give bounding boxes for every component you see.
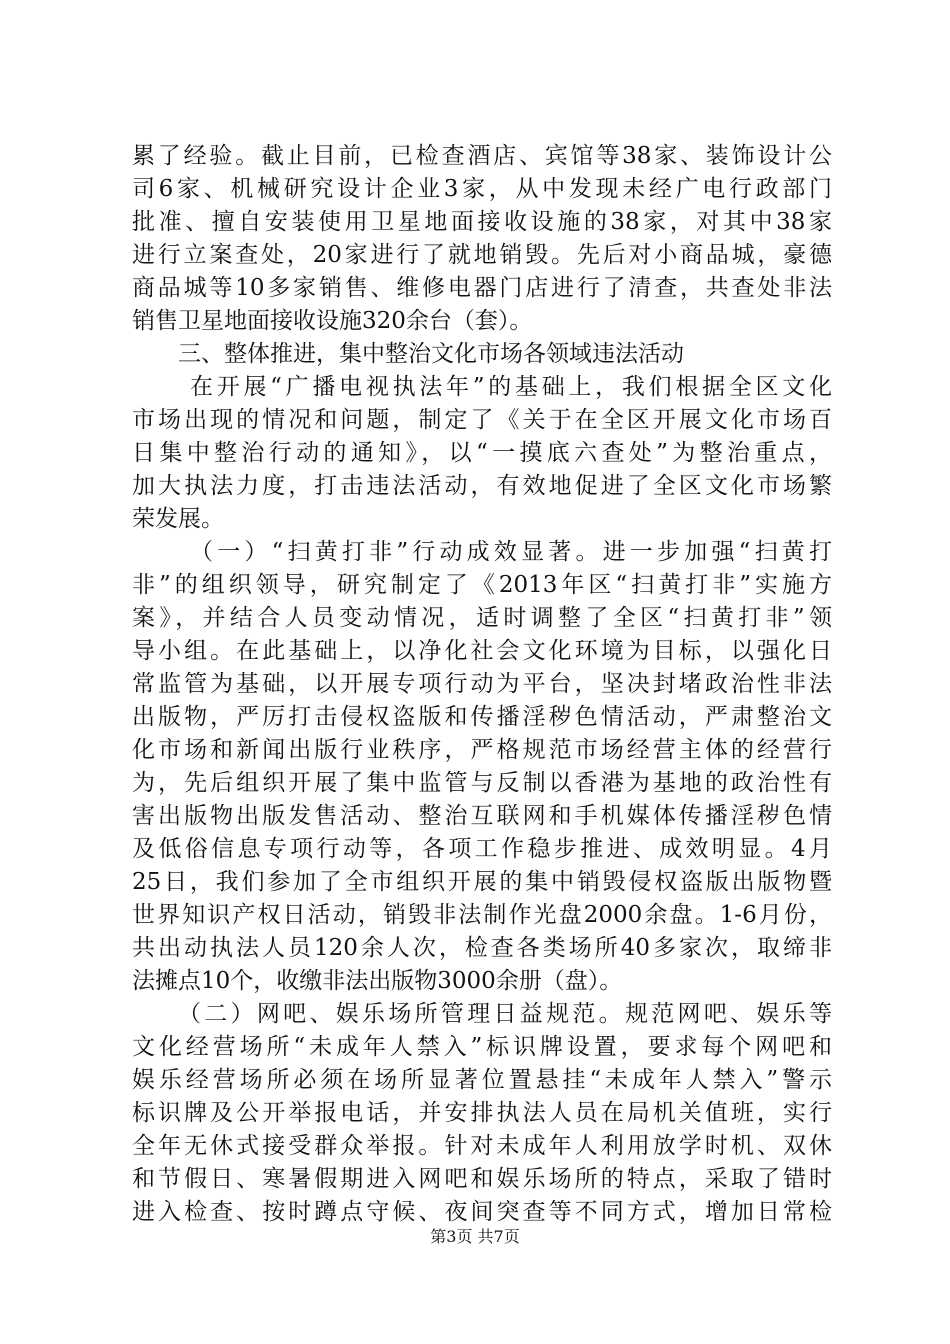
page-footer: 第3页 共7页 [430,1227,520,1246]
text-line: 化市场和新闻出版行业秩序，严格规范市场经营主体的经营行 [132,737,832,763]
text-line: 和节假日、寒暑假期进入网吧和娱乐场所的特点，采取了错时 [132,1166,832,1192]
text-line: 销售卫星地面接收设施320余台（套）。 [132,308,533,334]
text-line: 进入检查、按时蹲点守候、夜间突查等不同方式，增加日常检 [132,1199,832,1225]
text-line: 商品城等10多家销售、维修电器门店进行了清查，共查处非法 [132,275,832,301]
text-line: 为，先后组织开展了集中监管与反制以香港为基地的政治性有 [132,770,832,796]
text-line: 出版物，严厉打击侵权盗版和传播淫秽色情活动，严肃整治文 [132,704,832,730]
text-line: 加大执法力度，打击违法活动，有效地促进了全区文化市场繁 [132,473,832,499]
text-line: 荣发展。 [132,506,224,532]
text-line: 非”的组织领导，研究制定了《2013年区“扫黄打非”实施方 [132,572,832,598]
text-line: 世界知识产权日活动，销毁非法制作光盘2000余盘。1-6月份， [132,902,832,928]
body-text [132,140,832,1229]
text-line: （一）“扫黄打非”行动成效显著。进一步加强“扫黄打 [190,539,832,565]
text-line: 常监管为基础，以开展专项行动为平台，坚决封堵政治性非法 [132,671,832,697]
text-line: 共出动执法人员120余人次，检查各类场所40多家次，取缔非 [132,935,832,961]
text-line: 法摊点10个，收缴非法出版物3000余册（盘）。 [132,968,623,994]
text-line: 25日，我们参加了全市组织开展的集中销毁侵权盗版出版物暨 [132,869,832,895]
text-line: 娱乐经营场所必须在场所显著位置悬挂“未成年人禁入”警示 [132,1067,832,1093]
text-line: （二）网吧、娱乐场所管理日益规范。规范网吧、娱乐等 [178,1001,832,1027]
text-line: 标识牌及公开举报电话，并安排执法人员在局机关值班，实行 [132,1100,832,1126]
text-line: 三、整体推进，集中整治文化市场各领域违法活动 [178,341,684,367]
text-line: 司6家、机械研究设计企业3家，从中发现未经广电行政部门 [132,176,832,202]
text-line: 案》，并结合人员变动情况，适时调整了全区“扫黄打非”领 [132,605,832,631]
text-line: 批准、擅自安装使用卫星地面接收设施的38家，对其中38家 [132,209,832,235]
text-line: 害出版物出版发售活动、整治互联网和手机媒体传播淫秽色情 [132,803,832,829]
text-line: 累了经验。截止目前，已检查酒店、宾馆等38家、装饰设计公 [132,143,832,169]
text-line: 全年无休式接受群众举报。针对未成年人利用放学时机、双休 [132,1133,832,1159]
text-line: 日集中整治行动的通知》，以“一摸底六查处”为整治重点， [132,440,832,466]
text-line: 及低俗信息专项行动等，各项工作稳步推进、成效明显。4月 [132,836,832,862]
text-line: 市场出现的情况和问题，制定了《关于在全区开展文化市场百 [132,407,832,433]
text-line: 进行立案查处，20家进行了就地销毁。先后对小商品城，豪德 [132,242,832,268]
text-line: 文化经营场所“未成年人禁入”标识牌设置，要求每个网吧和 [132,1034,832,1060]
text-line: 导小组。在此基础上，以净化社会文化环境为目标，以强化日 [132,638,832,664]
text-line: 在开展“广播电视执法年”的基础上，我们根据全区文化 [190,374,832,400]
